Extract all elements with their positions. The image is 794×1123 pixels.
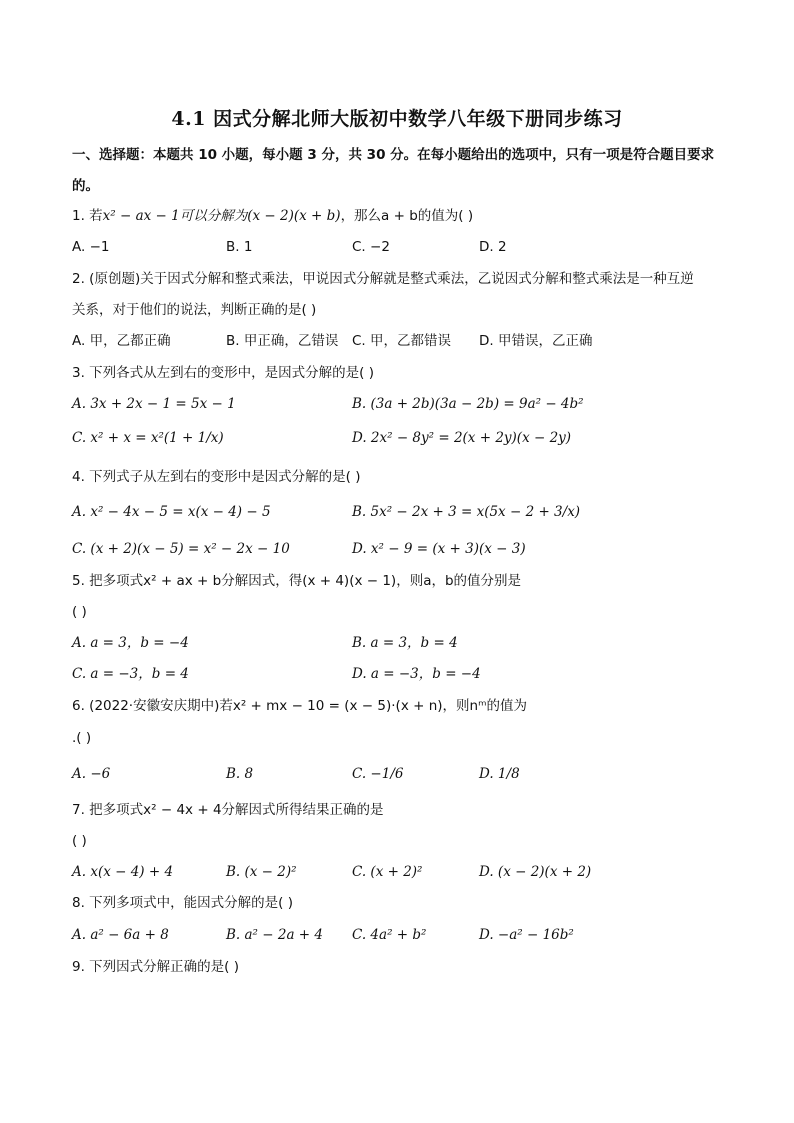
q8-option-a: A. a² − 6a + 8 — [72, 927, 169, 943]
q7-option-a: A. x(x − 4) + 4 — [72, 864, 174, 880]
q4-option-b: B. 5x² − 2x + 3 = x(5x − 2 + 3/x) — [352, 504, 581, 520]
q2-option-d: D. 甲错误，乙正确 — [479, 333, 593, 349]
question-8-stem: 8. 下列多项式中，能因式分解的是( ) — [72, 895, 293, 911]
q6-option-c: C. −1/6 — [352, 766, 404, 782]
question-9-stem: 9. 下列因式分解正确的是( ) — [72, 959, 239, 975]
question-7-stem-line1: 7. 把多项式x² − 4x + 4分解因式所得结果正确的是 — [72, 802, 384, 818]
q2-option-b: B. 甲正确，乙错误 — [226, 333, 339, 349]
question-4-stem: 4. 下列式子从左到右的变形中是因式分解的是( ) — [72, 469, 361, 485]
q6-option-a: A. −6 — [72, 766, 111, 782]
question-5-stem-line2: ( ) — [72, 604, 87, 620]
q7-option-c: C. (x + 2)² — [352, 864, 423, 880]
section-intro-line1: 一、选择题：本题共 10 小题，每小题 3 分，共 30 分。在每小题给出的选项中，只有一项是符合题目要求 — [72, 147, 715, 163]
section-intro-line2: 的。 — [72, 178, 99, 194]
q8-option-d: D. −a² − 16b² — [479, 927, 574, 943]
q1-option-d: D. 2 — [479, 239, 507, 255]
q7-option-b: B. (x − 2)² — [226, 864, 297, 880]
q7-option-d: D. (x − 2)(x + 2) — [479, 864, 592, 880]
q1-option-a: A. −1 — [72, 239, 110, 255]
q5-option-c: C. a = −3，b = 4 — [72, 666, 189, 682]
q1-option-b: B. 1 — [226, 239, 253, 255]
q4-option-a: A. x² − 4x − 5 = x(x − 4) − 5 — [72, 504, 271, 520]
q6-option-b: B. 8 — [226, 766, 254, 782]
q6-option-d: D. 1/8 — [479, 766, 520, 782]
question-5-stem-line1: 5. 把多项式x² + ax + b分解因式，得(x + 4)(x − 1)，则a，b的值分别是 — [72, 573, 522, 589]
q8-option-b: B. a² − 2a + 4 — [226, 927, 323, 943]
q4-option-d: D. x² − 9 = (x + 3)(x − 3) — [352, 541, 526, 557]
q1-expression: x² − ax − 1可以分解为(x − 2)(x + b) — [102, 208, 341, 224]
question-2-stem-line1: 2. (原创题)关于因式分解和整式乘法，甲说因式分解就是整式乘法，乙说因式分解和整式乘法是一种互逆 — [72, 271, 694, 287]
q5-option-d: D. a = −3，b = −4 — [352, 666, 481, 682]
q3-option-c: C. x² + x = x²(1 + 1/x) — [72, 430, 224, 446]
q3-option-d: D. 2x² − 8y² = 2(x + 2y)(x − 2y) — [352, 430, 572, 446]
q2-option-a: A. 甲，乙都正确 — [72, 333, 171, 349]
question-2-stem-line2: 关系，对于他们的说法，判断正确的是( ) — [72, 302, 317, 318]
q2-option-c: C. 甲，乙都错误 — [352, 333, 452, 349]
q3-option-a: A. 3x + 2x − 1 = 5x − 1 — [72, 396, 236, 412]
q1-option-c: C. −2 — [352, 239, 390, 255]
q1-prefix: 1. 若 — [72, 208, 103, 224]
q8-option-c: C. 4a² + b² — [352, 927, 427, 943]
question-1-stem — [72, 207, 473, 225]
q3-option-b: B. (3a + 2b)(3a − 2b) = 9a² − 4b² — [352, 396, 584, 412]
question-3-stem: 3. 下列各式从左到右的变形中，是因式分解的是( ) — [72, 365, 374, 381]
q5-option-a: A. a = 3，b = −4 — [72, 635, 189, 651]
question-6-stem-line1: 6. (2022·安徽安庆期中)若x² + mx − 10 = (x − 5)·(x + n)，则nᵐ的值为 — [72, 698, 527, 714]
question-7-stem-line2: ( ) — [72, 833, 87, 849]
q4-option-c: C. (x + 2)(x − 5) = x² − 2x − 10 — [72, 541, 290, 557]
q1-suffix: ，那么a + b的值为( ) — [340, 208, 474, 224]
question-6-stem-line2: .( ) — [72, 730, 92, 746]
page-title: 4.1 因式分解北师大版初中数学八年级下册同步练习 — [171, 108, 623, 130]
q5-option-b: B. a = 3，b = 4 — [352, 635, 458, 651]
